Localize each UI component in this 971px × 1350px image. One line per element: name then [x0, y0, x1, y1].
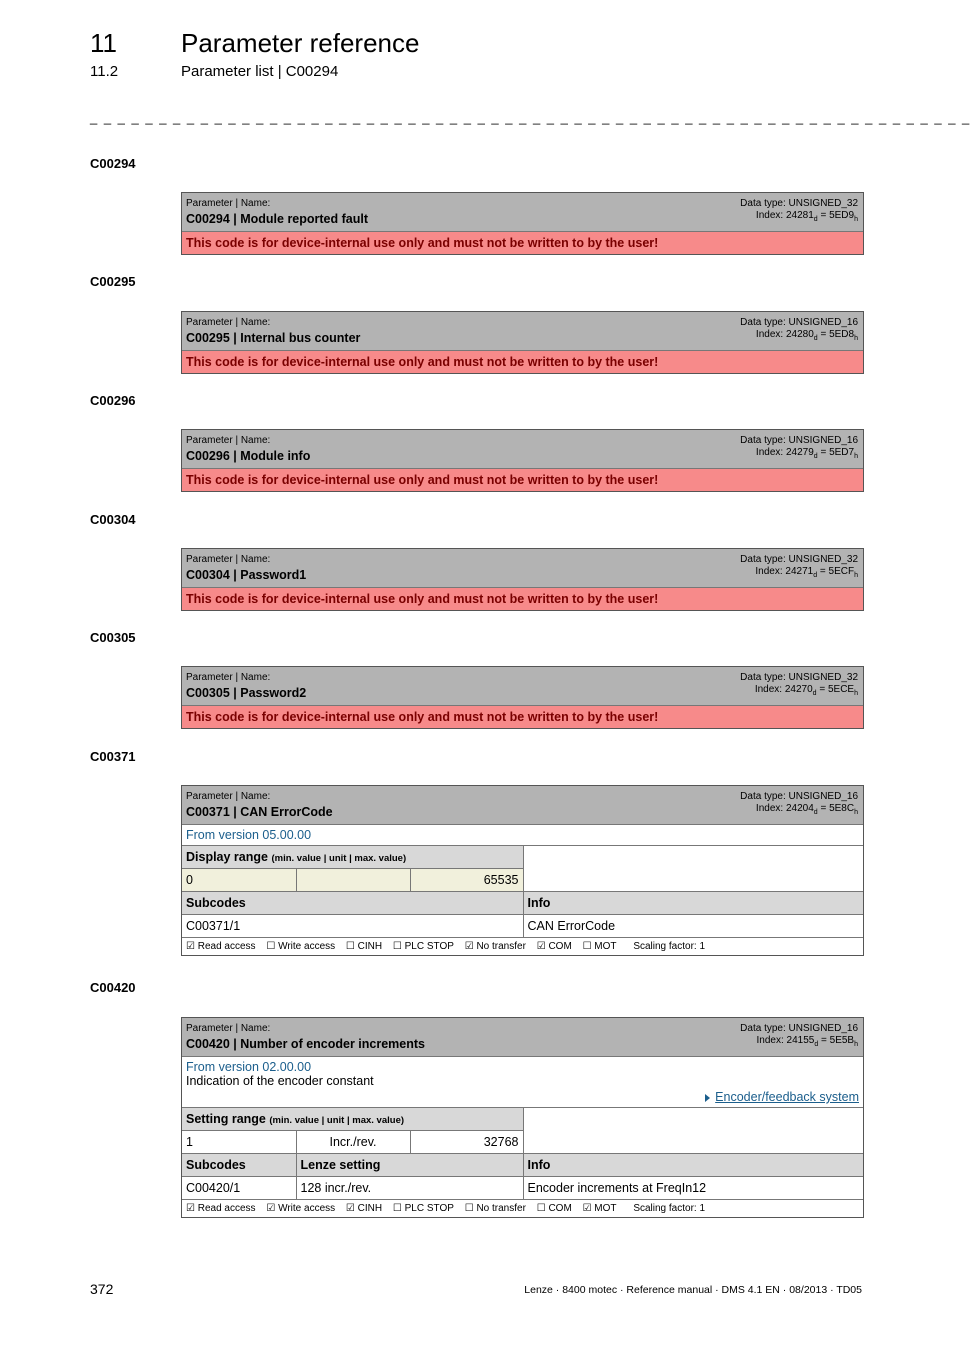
param-table: [181, 666, 864, 729]
lenze-setting-value: 128 incr./rev.: [296, 1177, 523, 1200]
param-table: [181, 192, 864, 255]
section-number: 11.2: [90, 63, 119, 80]
param-name-label: Parameter | Name:: [186, 198, 271, 209]
subcode-cell: C00371/1: [182, 915, 523, 938]
internal-use-warning: This code is for device-internal use only and must not be written to by the user!: [182, 706, 863, 728]
data-type: Data type: UNSIGNED_32: [740, 198, 858, 209]
param-name: C00420 | Number of encoder increments: [186, 1037, 425, 1051]
range-spacer: [523, 1108, 863, 1154]
param-name: C00294 | Module reported fault: [186, 212, 369, 226]
document-info: Lenze · 8400 motec · Reference manual · DMS 4.1 EN · 08/2013 · TD05: [524, 1284, 862, 1296]
version-note: From version 02.00.00: [186, 1060, 312, 1074]
param-table: [181, 311, 864, 374]
range-unit: Incr./rev.: [296, 1131, 410, 1154]
range-table: [182, 845, 863, 937]
param-header: [182, 549, 863, 588]
param-heading: C00294: [90, 156, 136, 171]
param-heading: C00305: [90, 630, 136, 645]
flag-plc-stop: ☐ PLC STOP: [392, 1203, 454, 1214]
param-heading: C00420: [90, 980, 136, 995]
param-heading: C00296: [90, 393, 136, 408]
info-header: Info: [523, 1154, 863, 1177]
param-heading: C00295: [90, 274, 136, 289]
access-flags: [182, 937, 863, 955]
flag-write-access: ☑ Write access: [266, 1203, 336, 1214]
param-header: [182, 786, 863, 825]
access-flags: [182, 1199, 863, 1217]
section-title: Parameter list | C00294: [181, 63, 339, 80]
param-index: Index: $24270_d = 5ECE_h$: [754, 684, 858, 697]
param-description: Indication of the encoder constant: [186, 1074, 374, 1088]
param-index: Index: $24280_d = 5ED8_h$: [755, 329, 858, 342]
param-index: Index: $24204_d = 5E8C_h$: [755, 803, 858, 816]
param-table: [181, 1017, 864, 1218]
encoder-feedback-link[interactable]: Encoder/feedback system: [715, 1090, 859, 1104]
scaling-factor: Scaling factor: 1: [633, 1203, 706, 1214]
param-name: C00296 | Module info: [186, 449, 311, 463]
param-header: [182, 193, 863, 232]
internal-use-warning: This code is for device-internal use only and must not be written to by the user!: [182, 588, 863, 610]
internal-use-warning: This code is for device-internal use only and must not be written to by the user!: [182, 351, 863, 373]
flag-com: ☑ COM: [536, 941, 572, 952]
param-index: Index: $24155_d = 5E5B_h$: [756, 1035, 858, 1048]
data-type: Data type: UNSIGNED_16: [740, 1023, 858, 1034]
chapter-title: Parameter reference: [181, 28, 420, 58]
param-header: [182, 312, 863, 351]
flag-mot: ☑ MOT: [582, 1203, 617, 1214]
param-name-label: Parameter | Name:: [186, 317, 271, 328]
param-name-label: Parameter | Name:: [186, 1023, 271, 1034]
data-type: Data type: UNSIGNED_16: [740, 435, 858, 446]
param-table: [181, 429, 864, 492]
subcode-cell: C00420/1: [182, 1177, 296, 1200]
cross-reference: [182, 1088, 863, 1107]
param-name: C00295 | Internal bus counter: [186, 331, 361, 345]
flag-write-access: ☐ Write access: [266, 941, 336, 952]
param-heading: C00371: [90, 749, 136, 764]
param-name: C00371 | CAN ErrorCode: [186, 805, 333, 819]
info-header: Info: [523, 892, 863, 915]
arrow-right-icon: [705, 1094, 710, 1102]
range-min: 1: [182, 1131, 296, 1154]
flag-cinh: ☑ CINH: [345, 1203, 383, 1214]
flag-read-access: ☑ Read access: [186, 941, 256, 952]
param-header: [182, 430, 863, 469]
range-unit: [296, 869, 410, 892]
param-heading: C00304: [90, 512, 136, 527]
scaling-factor: Scaling factor: 1: [633, 941, 706, 952]
internal-use-warning: This code is for device-internal use only and must not be written to by the user!: [182, 232, 863, 254]
subcode-info: CAN ErrorCode: [523, 915, 863, 938]
range-max: 65535: [410, 869, 523, 892]
flag-cinh: ☐ CINH: [345, 941, 383, 952]
version-note: From version 05.00.00: [186, 828, 312, 842]
param-name-label: Parameter | Name:: [186, 435, 271, 446]
flag-com: ☐ COM: [536, 1203, 572, 1214]
flag-plc-stop: ☐ PLC STOP: [392, 941, 454, 952]
flag-no-transfer: ☐ No transfer: [464, 1203, 526, 1214]
range-table: [182, 1107, 863, 1199]
flag-read-access: ☑ Read access: [186, 1203, 256, 1214]
data-type: Data type: UNSIGNED_32: [740, 672, 858, 683]
param-table: [181, 548, 864, 611]
param-header: [182, 1018, 863, 1057]
data-type: Data type: UNSIGNED_16: [740, 317, 858, 328]
header-divider: _ _ _ _ _ _ _ _ _ _ _ _ _ _ _ _ _ _ _ _ _ _ _ _ _ _ _ _ _ _ _ _ _ _ _ _ _ _ _ _ _ _ _ _ _ _ _ _ _ _ _ _ _ _ _ _ _ _ _ _ _ _ _ _: [90, 110, 971, 125]
chapter-number: 11: [90, 28, 117, 58]
param-name: C00304 | Password1: [186, 568, 307, 582]
range-spacer: [523, 846, 863, 892]
param-index: Index: $24281_d = 5ED9_h$: [755, 210, 858, 223]
param-name: C00305 | Password2: [186, 686, 307, 700]
param-index: Index: $24279_d = 5ED7_h$: [755, 447, 858, 460]
internal-use-warning: This code is for device-internal use only and must not be written to by the user!: [182, 469, 863, 491]
data-type: Data type: UNSIGNED_16: [740, 791, 858, 802]
param-name-label: Parameter | Name:: [186, 554, 271, 565]
param-table: [181, 785, 864, 956]
lenze-setting-header: Lenze setting: [296, 1154, 523, 1177]
param-name-label: Parameter | Name:: [186, 791, 271, 802]
range-max: 32768: [410, 1131, 523, 1154]
flag-no-transfer: ☑ No transfer: [464, 941, 526, 952]
page-number: 372: [90, 1281, 114, 1297]
param-index: Index: $24271_d = 5ECF_h$: [755, 566, 858, 579]
subcodes-header: Subcodes: [182, 1154, 296, 1177]
param-name-label: Parameter | Name:: [186, 672, 271, 683]
data-type: Data type: UNSIGNED_32: [740, 554, 858, 565]
range-min: 0: [182, 869, 296, 892]
flag-mot: ☐ MOT: [582, 941, 617, 952]
setting-range-header: Setting range (min. value | unit | max. value): [182, 1108, 523, 1131]
subcode-info: Encoder increments at FreqIn12: [523, 1177, 863, 1200]
display-range-header: Display range (min. value | unit | max. value): [182, 846, 523, 869]
param-header: [182, 667, 863, 706]
subcodes-header: Subcodes: [182, 892, 523, 915]
